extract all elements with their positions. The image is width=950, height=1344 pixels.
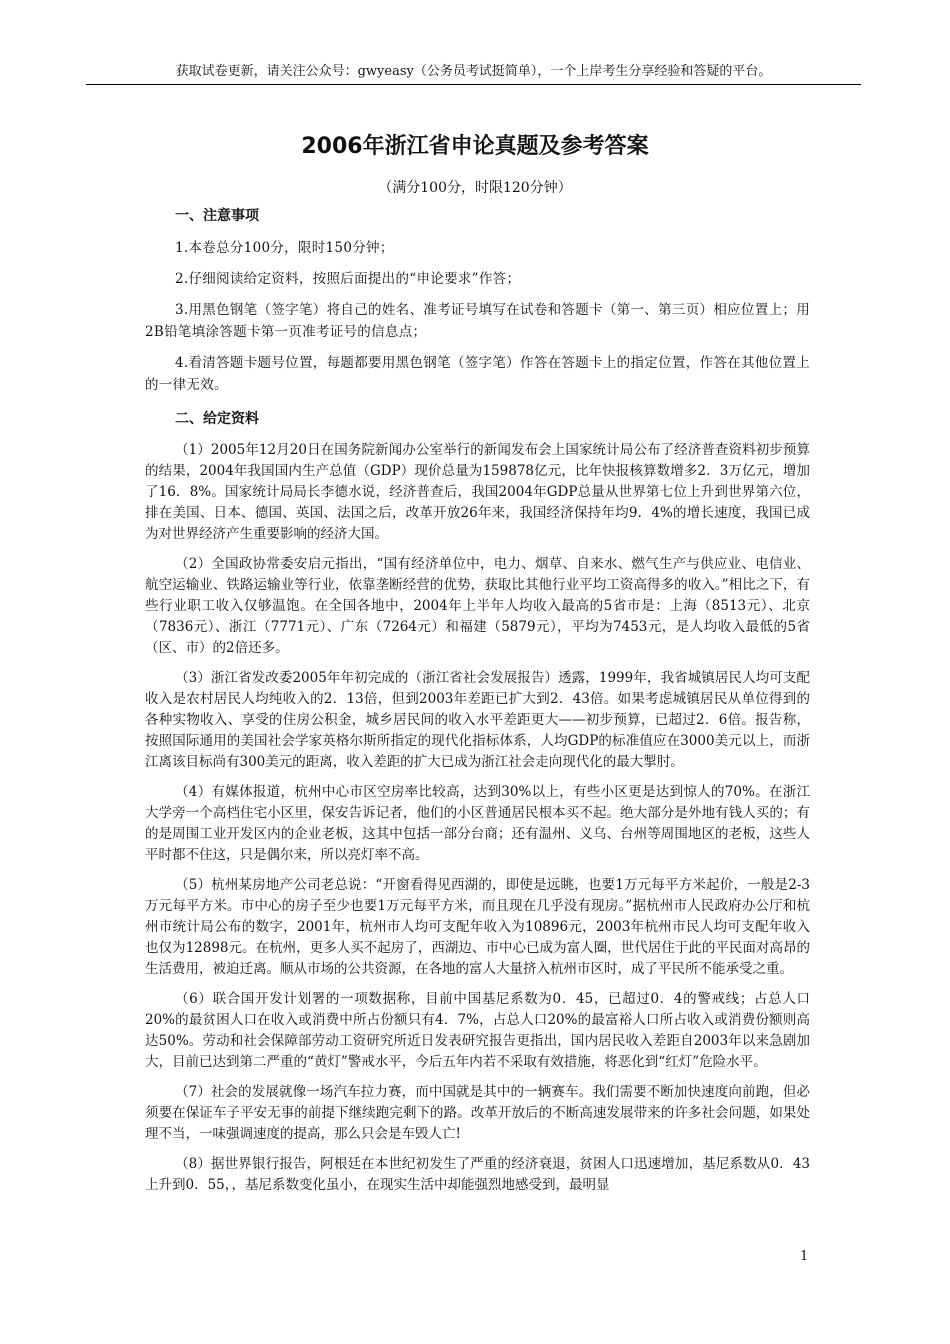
- material-paragraph: （7）社会的发展就像一场汽车拉力赛，而中国就是其中的一辆赛车。我们需要不断加快速度向前跑，但必须要在保证车子平安无事的前提下继续跑完剩下的路。改革开放后的不断高速发展带来的许多社会问题，如果处理不当，一味强调速度的提高，那么只会是车毁人亡!: [145, 1084, 810, 1142]
- material-paragraph: （1）2005年12月20日在国务院新闻办公室举行的新闻发布会上国家统计局公布了经济普查资料初步预算的结果，2004年我国国内生产总值（GDP）现价总量为159878亿元，比年快报核算数增多2．3万亿元，增加了16．8%。国家统计局局长李德水说，经济普查后，我国2004年GDP总量从世界第七位上升到世界第六位，排在美国、日本、德国、英国、法国之后，改革开放26年来，我国经济保持年均9．4%的增长速度，我国已成为对世界经济产生重要影响的经济大国。: [145, 442, 810, 542]
- material-paragraph: （6）联合国开发计划署的一项数据称，目前中国基尼系数为0．45，已超过0．4的警戒线；占总人口20%的最贫困人口在收入或消费中所占份额只有4．7%，占总人口20%的最富裕人口所占收入或消费份额则高达50%。劳动和社会保障部劳动工资研究所近日发表研究报告更指出，国内居民收入差距自2003年以来急剧加大，目前已达到第二严重的“黄灯”警戒水平，今后五年内若不采取有效措施，将恶化到“红灯”危险水平。: [145, 991, 810, 1070]
- material-paragraph: （3）浙江省发改委2005年年初完成的（浙江省社会发展报告）透露，1999年，我省城镇居民人均可支配收入是农村居民人均纯收入的2．13倍，但到2003年差距已扩大到2．43倍。如果考虑城镇居民从单位得到的各种实物收入、享受的住房公积金，城乡居民间的收入水平差距更大——初步预算，已超过2．6倍。报告称，按照国际通用的美国社会学家英格尔斯所指定的现代化指标体系，人均GDP的标准值应在3000美元以上，而浙江离该目标尚有300美元的距离，收入差距的扩大已成为浙江社会走向现代化的最大掣肘。: [145, 670, 810, 770]
- note-item: 3.用黑色钢笔（签字笔）将自己的姓名、准考证号填写在试卷和答题卡（第一、第三页）相应位置上；用2B铅笔填涂答题卡第一页准考证号的信息点；: [145, 302, 810, 340]
- material-paragraph: （4）有媒体报道，杭州中心市区空房率比较高，达到30%以上，有些小区更是达到惊人的70%。在浙江大学旁一个高档住宅小区里，保安告诉记者，他们的小区普通居民根本买不起。绝大部分是外地有钱人买的；有的是周围工业开发区内的企业老板，这其中包括一部分台商；还有温州、义乌、台州等周围地区的老板，这些人平时都不住这，只是偶尔来，所以亮灯率不高。: [145, 784, 810, 863]
- section-heading-materials: 二、给定资料: [175, 411, 259, 427]
- document-subtitle: （满分100分，时限120分钟）: [378, 180, 572, 196]
- section-heading-notes: 一、注意事项: [175, 208, 259, 224]
- page-number: 1: [800, 1249, 809, 1264]
- note-item: 4.看清答题卡题号位置，每题都要用黑色钢笔（签字笔）作答在答题卡上的指定位置，作答在其他位置上的一律无效。: [145, 355, 810, 393]
- document-body: [145, 205, 810, 1205]
- document-title: 2006年浙江省申论真题及参考答案: [301, 134, 649, 159]
- material-paragraph: （5）杭州某房地产公司老总说：“开窗看得见西湖的，即使是远眺，也要1万元每平方米起价，一般是2-3万元每平方米。市中心的房子至少也要1万元每平方米，而且现在几乎没有现房。”据杭州市人民政府办公厅和杭州市统计局公布的数字，2001年，杭州市人均可支配年收入为10896元，2003年杭州市民人均可支配年收入也仅为12898元。在杭州，更多人买不起房了，西湖边、市中心已成为富人圈，世代居住于此的平民面对高昂的生活费用，被迫迁离。顺从市场的公共资源，在各地的富人大量挤入杭州市区时，成了平民所不能承受之重。: [145, 877, 810, 977]
- note-item: 2.仔细阅读给定资料，按照后面提出的“申论要求”作答；: [175, 271, 521, 287]
- material-paragraph: （2）全国政协常委安启元指出，“国有经济单位中，电力、烟草、自来水、燃气生产与供应业、电信业、航空运输业、铁路运输业等行业，依靠垄断经营的优势，获取比其他行业平均工资高得多的收入。”相比之下，有些行业职工收入仅够温饱。在全国各地中，2004年上半年人均收入最高的5省市是：上海（8513元）、北京（7836元）、浙江（7771元）、广东（7264元）和福建（5879元），平均为7453元，是人均收入最低的5省（区、市）的2倍还多。: [145, 556, 810, 656]
- material-paragraph: （8）据世界银行报告，阿根廷在本世纪初发生了严重的经济衰退，贫困人口迅速增加，基尼系数从0．43上升到0．55，，基尼系数变化虽小，在现实生活中却能强烈地感受到，最明显: [145, 1156, 810, 1193]
- header-notice: 获取试卷更新，请关注公众号：gwyeasy（公务员考试挺简单），一个上岸考生分享经验和答疑的平台。: [86, 60, 861, 85]
- note-item: 1.本卷总分100分，限时150分钟；: [175, 240, 394, 256]
